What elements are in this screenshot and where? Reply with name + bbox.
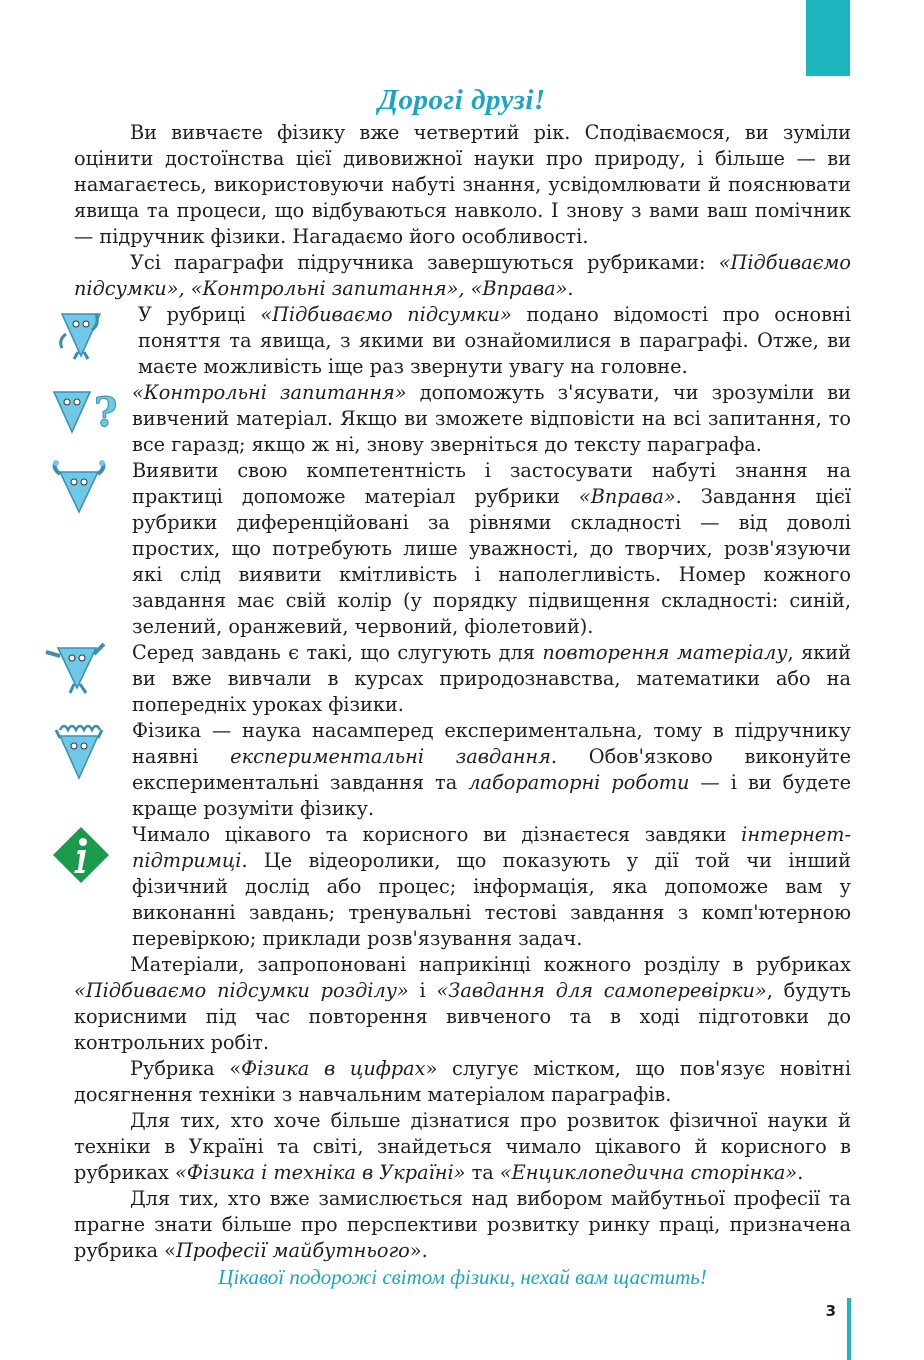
chapter-tab-marker — [806, 0, 850, 76]
paragraph-rubrics: Усі параграфи підручника завершуються рубриками: «Підбиваємо підсумки», «Контрольні запитання», «Вправа». — [74, 251, 851, 300]
paragraph-intro: Ви вивчаєте фізику вже четвертий рік. Сподіваємося, ви зуміли оцінити достоїнства цієї дивовижної науки про природу, і більше — ви намагаєтесь, використовуючи набуті знання, усвідомлювати й пояснювати явища та процеси, що відбуваються навколо. І знову з вами ваш помічник — підручник фізики. Нагадаємо його особливості. — [74, 121, 851, 248]
strong-figure-icon — [52, 460, 106, 516]
thinking-figure-icon — [56, 306, 106, 360]
question-figure-icon — [50, 382, 118, 436]
page-number: 3 — [825, 1302, 836, 1320]
closing-wish: Цікавої подорожі світом фізики, нехай вам щастить! — [218, 1265, 707, 1289]
paragraph-review: Серед завдань є такі, що слугують для повторення матеріалу, який ви вже вивчали в курсах природознавства, математики або на попередніх уроках фізики. — [74, 640, 851, 718]
paragraph-summary: У рубриці «Підбиваємо підсумки» подано відомості про основні поняття та явища, з якими ви ознайомилися в параграфі. Отже, ви маєте можливість іще раз звернути увагу на головне. — [74, 302, 851, 380]
paragraph-questions: ? «Контрольні запитання» допоможуть з'ясувати, чи зрозуміли ви вивчений матеріал. Якщо ви зможете відповісти на всі запитання, то все гаразд; якщо ж ні, знову зверніться до тексту параграфа. — [74, 380, 851, 458]
paragraph-experiment: Фізика — наука насамперед експериментальна, тому в підручнику наявні експериментальні завдання. Обов'язково виконуйте експериментальні завдання та лабораторні роботи — і ви будете краще розуміти фізику. — [74, 718, 851, 822]
paragraph-internet-support: Чимало цікавого та корисного ви дізнаєтеся завдяки інтернет-підтримці. Це відеоролики, що показують у дії той чи інший фізичний дослід або процес; інформація, яка допоможе вам у виконанні завдань; тренувальні тестові завдання з комп'ютерною перевіркою; приклади розв'язування задач. — [74, 822, 851, 952]
pointing-figure-icon — [44, 640, 108, 694]
paragraph-ukraine-tech: Для тих, хто хоче більше дізнатися про розвиток фізичної науки й техніки в Україні та світі, знайдеться чимало цікавого й корисного в рубриках «Фізика і техніка в Україні» та «Енциклопедична сторінка». — [74, 1109, 851, 1184]
paragraph-exercise: Виявити свою компетентність і застосувати набуті знання на практиці допоможе матеріал рубрики «Вправа». Завдання цієї рубрики диференційовані за рівнями складності — від доволі простих, що потребують лише уважності, до творчих, розв'язуючи які слід виявити кмітливість і наполегливість. Номер кожного завдання має свій колір (у порядку підвищення складності: синій, зелений, оранжевий, червоний, фіолетовий). — [74, 458, 851, 640]
spring-figure-icon — [52, 720, 106, 782]
page-title: Дорогі друзі! — [378, 84, 546, 116]
info-diamond-icon — [52, 826, 110, 884]
paragraph-professions: Для тих, хто вже замислюється над вибором майбутньої професії та прагне знати більше про перспективи розвитку ринку праці, призначена рубрика «Професії майбутнього». — [74, 1187, 851, 1262]
paragraph-physics-in-numbers: Рубрика «Фізика в цифрах» слугує містком, що пов'язує новітні досягнення техніки з навчальним матеріалом параграфів. — [74, 1057, 851, 1106]
page-number-bar — [847, 1298, 851, 1360]
paragraph-chapter-materials: Матеріали, запропоновані наприкінці кожного розділу в рубриках «Підбиваємо підсумки розділу» і «Завдання для самоперевірки», будуть корисними під час повторення вивченого та в ході підготовки до контрольних робіт. — [74, 953, 852, 1054]
page-content — [74, 120, 851, 1290]
svg-text:?: ? — [94, 389, 118, 436]
